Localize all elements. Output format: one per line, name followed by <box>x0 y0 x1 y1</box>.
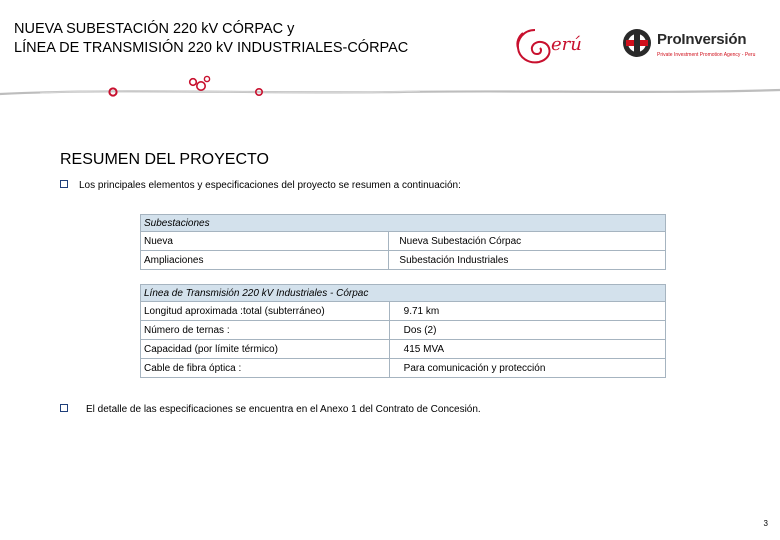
table-cell: Subestación Industriales <box>389 251 666 270</box>
title-line-1: NUEVA SUBESTACIÓN 220 kV CÓRPAC y <box>14 21 295 37</box>
table-row <box>141 359 666 378</box>
document-title <box>14 20 484 58</box>
title-line-2: LÍNEA DE TRANSMISIÓN 220 kV INDUSTRIALES-CÓRPAC <box>14 40 409 56</box>
table-cell: Nueva Subestación Córpac <box>389 232 666 251</box>
proinversion-tagline: Private Investment Promotion Agency - Peru <box>657 52 756 58</box>
table-cell: Para comunicación y protección <box>389 359 665 378</box>
section-title: RESUMEN DEL PROYECTO <box>60 151 269 168</box>
table-linea-transmision <box>140 284 666 378</box>
table-row <box>141 251 666 270</box>
bullet-text-1: Los principales elementos y especificaciones del proyecto se resumen a continuación: <box>79 180 461 191</box>
table-cell: Número de ternas : <box>141 321 390 340</box>
table-subestaciones <box>140 214 666 270</box>
table-row <box>141 302 666 321</box>
header-decorative-line <box>0 74 780 114</box>
bullet-checkbox-icon <box>60 404 68 412</box>
bullet-checkbox-icon <box>60 180 68 188</box>
table-cell: 415 MVA <box>389 340 665 359</box>
proinversion-name: ProInversión <box>657 31 747 48</box>
table-header: Línea de Transmisión 220 kV Industriales - Córpac <box>141 285 666 302</box>
peru-brand-logo <box>513 24 603 68</box>
table-cell: Capacidad (por límite térmico) <box>141 340 390 359</box>
table-header: Subestaciones <box>141 215 666 232</box>
table-cell: Longitud aproximada :total (subterráneo) <box>141 302 390 321</box>
table-row <box>141 232 666 251</box>
table-header-row <box>141 285 666 302</box>
bullet-text-2: El detalle de las especificaciones se encuentra en el Anexo 1 del Contrato de Concesión. <box>86 404 481 415</box>
table-cell: Nueva <box>141 232 389 251</box>
table-cell: 9.71 km <box>389 302 665 321</box>
table-row <box>141 321 666 340</box>
peru-logo-text: erú <box>551 34 582 55</box>
table-row <box>141 340 666 359</box>
table-cell: Cable de fibra óptica : <box>141 359 390 378</box>
table-cell: Dos (2) <box>389 321 665 340</box>
page-number: 3 <box>763 519 768 528</box>
table-cell: Ampliaciones <box>141 251 389 270</box>
table-header-row <box>141 215 666 232</box>
